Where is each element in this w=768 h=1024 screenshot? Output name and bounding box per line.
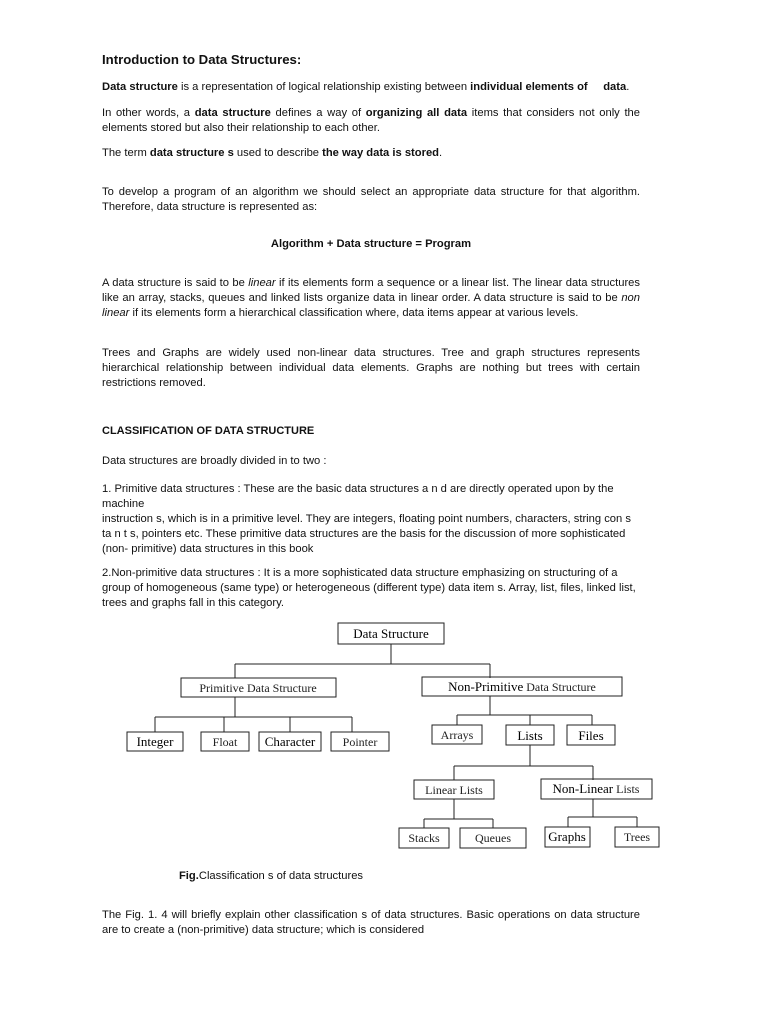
node-root: Data Structure — [353, 626, 429, 641]
classification-diagram — [120, 618, 665, 852]
node-graphs: Graphs — [548, 829, 586, 844]
paragraph-term: The term data structure s used to describe the way data is stored. — [102, 147, 443, 159]
formula: Algorithm + Data structure = Program — [270, 238, 472, 250]
node-float: Float — [212, 735, 238, 749]
paragraph-primitive: 1. Primitive data structures : These are the basic data structures a n d are directly operated upon by the machine instruction s, which is in a primitive level. They are integers, floating point numbers, characters, string con s ta n t s, pointers etc. These primitive data structures are the basis for the discussion of more sophisticated (non- primitive) data structures in this book — [102, 483, 631, 555]
node-arrays: Arrays — [440, 728, 474, 742]
node-non-linear-lists: Non-Linear Lists — [552, 781, 640, 796]
node-queues: Queues — [475, 831, 511, 845]
node-stacks: Stacks — [408, 831, 440, 845]
section-heading: CLASSIFICATION OF DATA STRUCTURE — [102, 425, 315, 437]
node-primitive: Primitive Data Structure — [199, 681, 317, 695]
node-trees: Trees — [623, 830, 651, 844]
node-character: Character — [264, 734, 316, 749]
node-files: Files — [578, 728, 604, 743]
paragraph-other-words: In other words, a data structure defines a way of organizing all data items that considers not only the elements stored but also their relationship to each other. — [102, 107, 640, 134]
node-linear-lists: Linear Lists — [425, 783, 483, 797]
paragraph-linear: A data structure is said to be linear if its elements form a sequence or a linear list. The linear data structures like an array, stacks, queues and linked lists organize data in linear order. A data structure is said to be non linear if its elements form a hierarchical classification where, data items appear at various levels. — [102, 277, 640, 319]
page-title: Introduction to Data Structures: — [102, 52, 302, 67]
paragraph-closing: The Fig. 1. 4 will briefly explain other classification s of data structures. Basic operations on data structure are to create a (non-primitive) data structure; which is considered — [102, 909, 640, 936]
node-integer: Integer — [136, 734, 174, 749]
node-non-primitive: Non-Primitive Data Structure — [448, 679, 596, 694]
paragraph-algorithm: To develop a program of an algorithm we should select an appropriate data structure for that algorithm. Therefore, data structure is represented as: — [102, 186, 640, 213]
node-lists: Lists — [517, 728, 543, 743]
node-pointer: Pointer — [342, 735, 378, 749]
paragraph-non-primitive: 2.Non-primitive data structures : It is a more sophisticated data structure emphasizing on structuring of a group of homogeneous (same type) or heterogeneous (different type) data item s. Array, list, files, linked list, trees and graphs fall in this category. — [102, 567, 636, 609]
figure-caption: Fig.Classification s of data structures — [178, 870, 364, 882]
paragraph-divided: Data structures are broadly divided in to two : — [102, 455, 327, 467]
paragraph-definition: Data structure is a representation of logical relationship existing between individual elements of data. — [102, 81, 630, 93]
paragraph-trees-graphs: Trees and Graphs are widely used non-linear data structures. Tree and graph structures represents hierarchical relationship between individual data elements. Graphs are nothing but trees with certain restrictions removed. — [102, 347, 640, 389]
